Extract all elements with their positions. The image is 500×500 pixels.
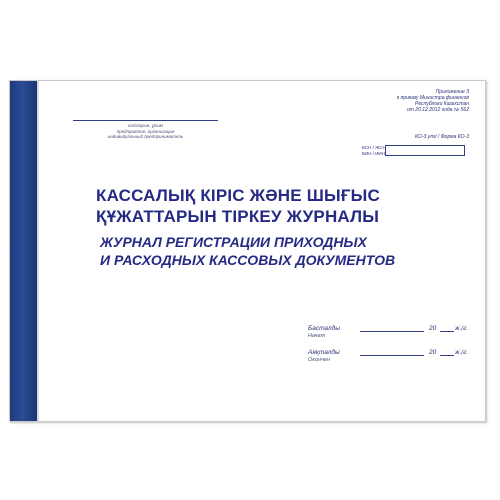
started-year-blank <box>440 331 454 332</box>
title-kazakh <box>96 185 380 227</box>
started-row <box>308 325 478 339</box>
annex-line-3: Республики Казахстан <box>415 101 469 107</box>
title-russian-line-2: И РАСХОДНЫХ КАССОВЫХ ДОКУМЕНТОВ <box>100 252 396 268</box>
organization-caption-ip: индивидуальный предприниматель <box>107 134 184 139</box>
journal-cover <box>9 80 486 422</box>
title-russian <box>100 233 395 269</box>
organization-caption-kz: кәсіпорын, ұйым <box>128 123 163 128</box>
annex-note <box>299 89 469 113</box>
started-year-prefix: 20 <box>429 325 437 332</box>
started-label-ru: Начат <box>308 333 326 339</box>
started-date-blank <box>360 331 424 332</box>
started-year-suffix: ж./г. <box>455 325 469 332</box>
bin-label-kz: БСН / ЖСН <box>362 145 386 150</box>
title-kazakh-line-1: КАССАЛЫҚ КІРІС ЖӘНЕ ШЫҒЫС <box>96 186 381 205</box>
form-code: КО-3 үлгі / Форма КО-3 <box>415 134 469 140</box>
bin-label <box>362 145 386 156</box>
started-label-kz: Басталды <box>308 325 341 332</box>
finished-year-blank <box>440 355 454 356</box>
cover-spine <box>10 81 37 421</box>
annex-line-4: от 20.12.2012 года № 562 <box>406 107 469 113</box>
finished-label-kz: Аяқталды <box>308 349 340 356</box>
annex-line-1: Приложение 3 <box>435 89 469 95</box>
title-russian-line-1: ЖУРНАЛ РЕГИСТРАЦИИ ПРИХОДНЫХ <box>100 234 367 250</box>
annex-line-2: к приказу Министра финансов <box>396 95 469 101</box>
title-kazakh-line-2: ҚҰЖАТТАРЫН ТІРКЕУ ЖУРНАЛЫ <box>96 207 380 226</box>
finished-row <box>308 349 478 363</box>
finished-date-blank <box>360 355 424 356</box>
organization-line <box>73 120 218 121</box>
organization-caption-ru: предприятие, организация <box>116 129 175 134</box>
bin-label-ru: БИН / ИИН <box>362 150 385 156</box>
finished-label-ru: Окончен <box>308 357 330 363</box>
finished-year-prefix: 20 <box>429 349 437 356</box>
finished-year-suffix: ж./г. <box>455 349 469 356</box>
spine-edge <box>37 81 39 421</box>
bin-field <box>385 145 465 156</box>
